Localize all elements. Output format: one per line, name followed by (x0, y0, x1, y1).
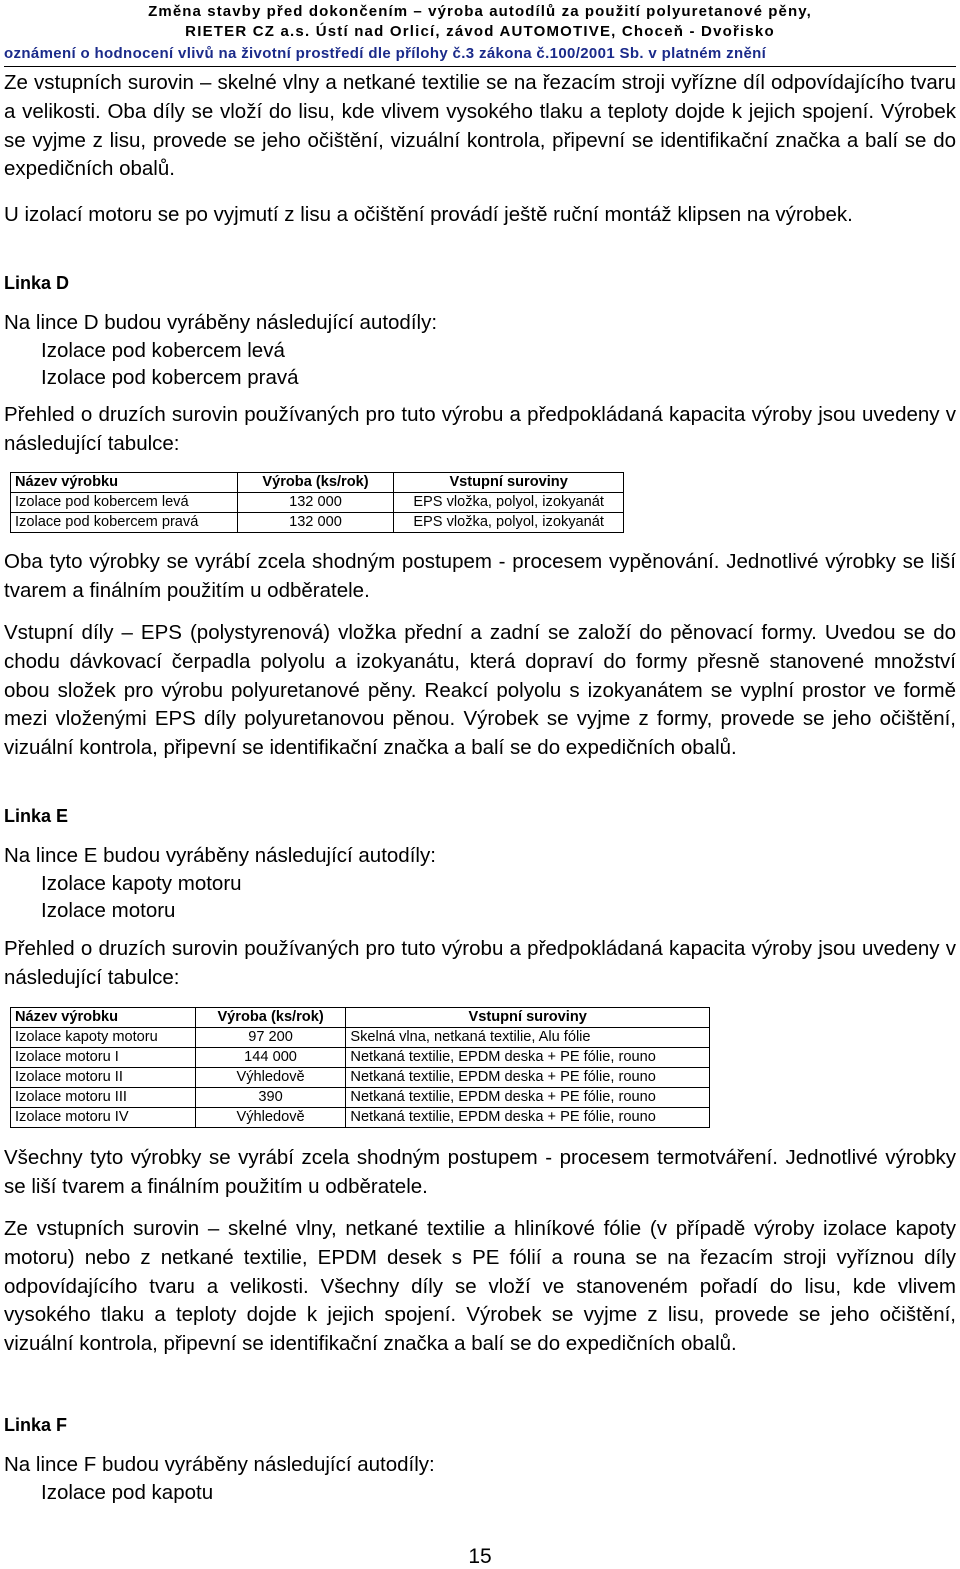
intro-paragraph-1: Ze vstupních surovin – skelné vlny a netkané textilie se na řezacím stroji vyřízne díl odpovídajícího tvaru a velikosti. Oba díly se vloží do lisu, kde vlivem vysokého tlaku a teploty dojde k jejich spojení. Výrobek se vyjme z lisu, provede se jeho očištění, vizuální kontrola, připevní se identifikační značka a balí se do expedičních obalů. (4, 71, 956, 181)
table-row (11, 1048, 710, 1068)
line-d-paragraph-2: Vstupní díly – EPS (polystyrenová) vložka přední a zadní se založí do pěnovací formy. Uvedou se do chodu dávkovací čerpadla polyolu a izokyanátu, která dopraví do formy přesně stanovené množství obou složek pro výrobu polyuretanové pěny. Reakcí polyolu s izokyanátem se vyplní prostor ve formě mezi vloženými EPS díly polyuretanovou pěnou. Výrobek se vyjme z formy, provede se jeho očištění, vizuální kontrola, připevní se identifikační značka a balí se do expedičních obalů. (4, 621, 956, 760)
line-d-table-intro: Přehled o druzích surovin používaných pro tuto výrobu a předpokládaná kapacita výroby jsou uvedeny v následující tabulce: (4, 403, 956, 455)
line-d-paragraph-1: Oba tyto výrobky se vyrábí zcela shodným postupem - procesem vypěnování. Jednotlivé výrobky se liší tvarem a finálním použitím u odběratele. (4, 550, 956, 602)
table-row (11, 493, 624, 513)
table-cell: 132 000 (237, 513, 394, 533)
table-cell: Výhledově (195, 1068, 346, 1088)
line-f-heading: Linka F (4, 1415, 68, 1435)
column-header: Výroba (ks/rok) (237, 473, 394, 493)
page-number: 15 (468, 1545, 492, 1568)
table-cell: Netkaná textilie, EPDM deska + PE fólie, rouno (346, 1088, 710, 1108)
table-cell: Netkaná textilie, EPDM deska + PE fólie, rouno (346, 1068, 710, 1088)
line-d-intro: Na lince D budou vyráběny následující autodíly: (4, 311, 438, 334)
table-cell: 132 000 (237, 493, 394, 513)
table-cell: 97 200 (195, 1028, 346, 1048)
table-cell: Netkaná textilie, EPDM deska + PE fólie, rouno (346, 1108, 710, 1128)
header-rule (4, 66, 956, 67)
table-cell: Izolace motoru I (11, 1048, 196, 1068)
table-row (11, 1028, 710, 1048)
table-cell: Izolace motoru III (11, 1088, 196, 1108)
column-header: Vstupní suroviny (394, 473, 624, 493)
header-line-2: RIETER CZ a.s. Ústí nad Orlicí, závod AUTOMOTIVE, Choceň - Dvořisko (185, 23, 775, 40)
table-cell: Izolace kapoty motoru (11, 1028, 196, 1048)
table-cell: EPS vložka, polyol, izokyanát (394, 493, 624, 513)
table-cell: Netkaná textilie, EPDM deska + PE fólie, rouno (346, 1048, 710, 1068)
line-d-heading: Linka D (4, 273, 70, 293)
intro-paragraph-2: U izolací motoru se po vyjmutí z lisu a očištění provádí ještě ruční montáž klipsen na výrobek. (4, 203, 853, 226)
table-header-row (11, 1008, 710, 1028)
line-e-table (10, 1007, 710, 1128)
line-d-item: Izolace pod kobercem pravá (41, 366, 299, 389)
line-d-table (10, 472, 624, 533)
table-row (11, 1068, 710, 1088)
line-e-item: Izolace kapoty motoru (41, 872, 242, 895)
table-cell: Skelná vlna, netkaná textilie, Alu fólie (346, 1028, 710, 1048)
table-cell: Izolace pod kobercem pravá (11, 513, 238, 533)
line-e-table-intro: Přehled o druzích surovin používaných pro tuto výrobu a předpokládaná kapacita výroby jsou uvedeny v následující tabulce: (4, 937, 956, 989)
line-e-intro: Na lince E budou vyráběny následující autodíly: (4, 844, 436, 867)
table-cell: Izolace motoru II (11, 1068, 196, 1088)
table-cell: Izolace motoru IV (11, 1108, 196, 1128)
line-e-item: Izolace motoru (41, 899, 176, 922)
table-cell: Izolace pod kobercem levá (11, 493, 238, 513)
table-row (11, 513, 624, 533)
table-cell: 390 (195, 1088, 346, 1108)
table-cell: 144 000 (195, 1048, 346, 1068)
column-header: Vstupní suroviny (346, 1008, 710, 1028)
header-line-1: Změna stavby před dokončením – výroba autodílů za použití polyuretanové pěny, (148, 3, 812, 20)
table-cell: Výhledově (195, 1108, 346, 1128)
column-header: Název výrobku (11, 473, 238, 493)
table-cell: EPS vložka, polyol, izokyanát (394, 513, 624, 533)
line-e-paragraph-1: Všechny tyto výrobky se vyrábí zcela shodným postupem - procesem termotváření. Jednotlivé výrobky se liší tvarem a finálním použitím u odběratele. (4, 1146, 956, 1198)
table-header-row (11, 473, 624, 493)
line-f-intro: Na lince F budou vyráběny následující autodíly: (4, 1453, 435, 1476)
column-header: Výroba (ks/rok) (195, 1008, 346, 1028)
line-d-item: Izolace pod kobercem levá (41, 339, 285, 362)
line-e-heading: Linka E (4, 806, 69, 826)
column-header: Název výrobku (11, 1008, 196, 1028)
line-f-item: Izolace pod kapotu (41, 1481, 214, 1504)
table-row (11, 1108, 710, 1128)
line-e-paragraph-2: Ze vstupních surovin – skelné vlny, netkané textilie a hliníkové fólie (v případě výroby izolace kapoty motoru) nebo z netkané textilie, EPDM desek s PE fólií a rouna se na řezacím stroji vyříznou díly odpovídajícího tvaru a velikosti. Všechny díly se vloží ve stanoveném pořadí do lisu, kde vlivem vysokého tlaku a teploty dojde k jejich spojení. Výrobek se vyjme z lisu, provede se jeho očištění, vizuální kontrola, připevní se identifikační značka a balí se do expedičních obalů. (4, 1217, 956, 1356)
header-line-3: oznámení o hodnocení vlivů na životní prostředí dle přílohy č.3 zákona č.100/2001 Sb. v platném znění (4, 45, 767, 62)
table-row (11, 1088, 710, 1108)
